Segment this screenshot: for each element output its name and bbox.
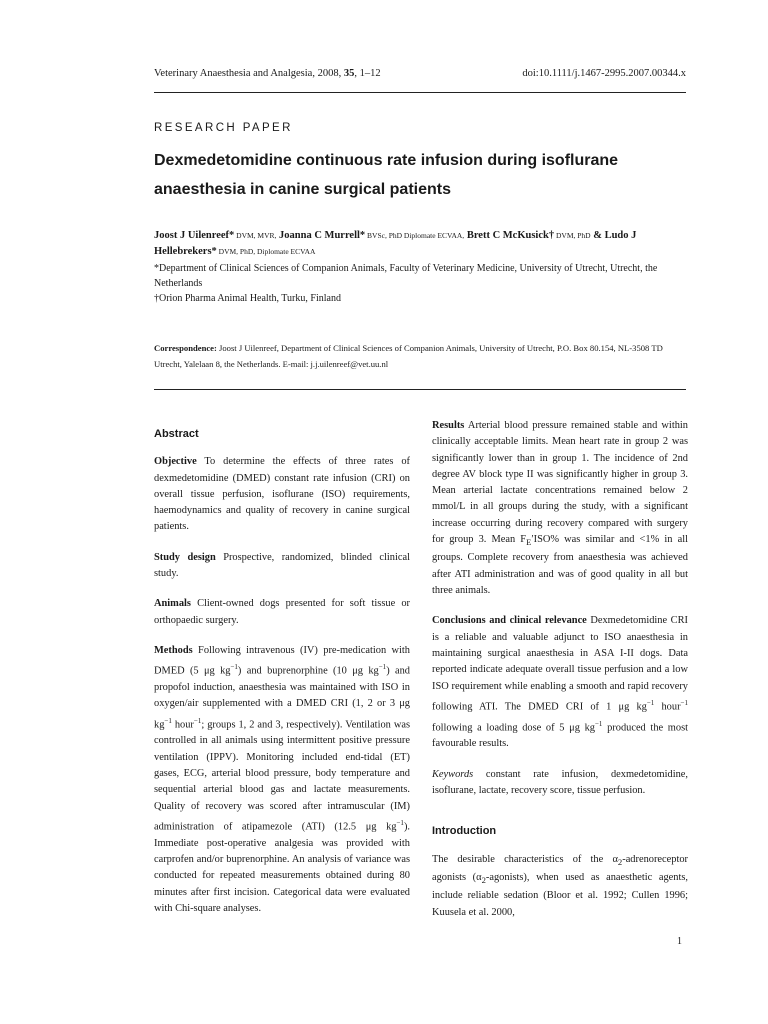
journal-citation: Veterinary Anaesthesia and Analgesia, 2008, 35, 1–12	[154, 68, 381, 79]
right-column	[432, 418, 688, 935]
abstract-heading: Abstract	[154, 428, 199, 440]
abstract-results: Results Arterial blood pressure remained stable and within clinically acceptable limits. Mean heart rate in group 2 was significantly lower than in group 1. The incidence of 2nd degree AV block type II was significantly higher in group 3. Mean arterial lactate concentrations remained below 2 mmol/L in all groups during the study, with a significant increase occurring during recovery compared with surgery for group 3. Mean $F_E'ISO\%$ was similar and <1% in all groups. Complete recovery from anaesthesia was achieved after ATI administration and was of good quality in all but three animals.	[432, 420, 688, 597]
left-column	[154, 418, 410, 931]
header-divider	[154, 92, 686, 93]
page-number: 1	[677, 936, 682, 947]
affiliation: †Orion Pharma Animal Health, Turku, Finland	[154, 293, 341, 304]
abstract-study-design: Study design Prospective, randomized, blinded clinical study.	[154, 551, 411, 580]
author: Brett C McKusick† DVM, PhD	[464, 230, 591, 241]
abstract-methods: Methods Following intravenous (IV) pre-medication with DMED (5 μg $kg^{-1}$) and buprenorphine (10 μg $kg^{-1}$) and propofol induction, anaesthesia was maintained with ISO in oxygen/air supplemented with a DMED CRI (1, 2 or 3 μg $kg^{-1}$ hour$^{-1}$; groups 1, 2 and 3, respectively). Ventilation was controlled in all animals using intermittent positive pressure ventilation (IPPV). Monitoring included end-tidal (ET) gases, ECG, arterial blood pressure, body temperature and sequential arterial blood gas and lactate measurements. Quality of recovery was scored after intramuscular (IM) administration of atipamezole (ATI) (12.5 μg $kg^{-1}$). Immediate post-operative analgesia was provided with carprofen and/or buprenorphine. An analysis of variance was conducted for repeated measurements obtained during 80 minutes after first incision. Categorical data were evaluated with Chi-square analyses.	[154, 644, 410, 914]
affiliation: *Department of Clinical Sciences of Companion Animals, Faculty of Veterinary Medicine, University of Utrecht, Utrecht, the Netherlands	[154, 263, 658, 289]
author: Joost J Uilenreef* DVM, MVR,	[154, 230, 277, 241]
abstract-animals: Animals Client-owned dogs presented for soft tissue or orthopaedic surgery.	[154, 598, 410, 626]
introduction-heading: Introduction	[432, 825, 497, 838]
abstract-objective: Objective To determine the effects of three rates of dexmedetomidine (DMED) constant rate infusion (CRI) on overall tissue perfusion, isoflurane (ISO) requirements, haemodynamics and quality of recovery in canine surgical patients.	[154, 456, 410, 533]
abstract-keywords: Keywords constant rate infusion, dexmedetomidine, isoflurane, lactate, recovery score, tissue perfusion.	[432, 768, 688, 796]
article-type: RESEARCH PAPER	[154, 122, 293, 134]
abstract-conclusions: Conclusions and clinical relevance Dexmedetomidine CRI is a reliable and valuable adjunct to ISO anaesthesia in maintaining surgical anaesthesia in ASA I-II dogs. Data reported indicate adequate overall tissue perfusion and a low ISO requirement while enabling a smooth and rapid recovery following ATI. The DMED CRI of 1 μg $kg^{-1}$ hour$^{-1}$ following a loading dose of 5 μg $kg^{-1}$ produced the most favourable results.	[432, 615, 689, 750]
doi[interactable]: doi:10.1111/j.1467-2995.2007.00344.x	[522, 68, 686, 79]
running-header	[154, 68, 686, 79]
author-list	[154, 228, 688, 260]
introduction-text: The desirable characteristics of the $\alpha_2$-adrenoreceptor agonists $(\alpha_2-agonists)$, when used as anaesthetic agents, include reliable sedation (Bloor et al. 1992; Cullen 1996; Kuusela et al. 2000,	[432, 853, 689, 918]
article-title: Dexmedetomidine continuous rate infusion during isoflurane anaesthesia in canine surgical patients	[154, 152, 619, 198]
front-matter-divider	[154, 389, 686, 390]
correspondence: Correspondence: Joost J Uilenreef, Department of Clinical Sciences of Companion Animals, University of Utrecht, P.O. Box 80.154, NL-3508 TD Utrecht, Yalelaan 8, the Netherlands. E-mail: j.j.uilenreef@vet.uu.nl	[154, 343, 663, 369]
author: & Ludo J Hellebrekers* DVM, PhD, Diplomate ECVAA	[154, 230, 637, 257]
author: Joanna C Murrell* BVSc, PhD Diplomate ECVAA,	[276, 230, 465, 241]
